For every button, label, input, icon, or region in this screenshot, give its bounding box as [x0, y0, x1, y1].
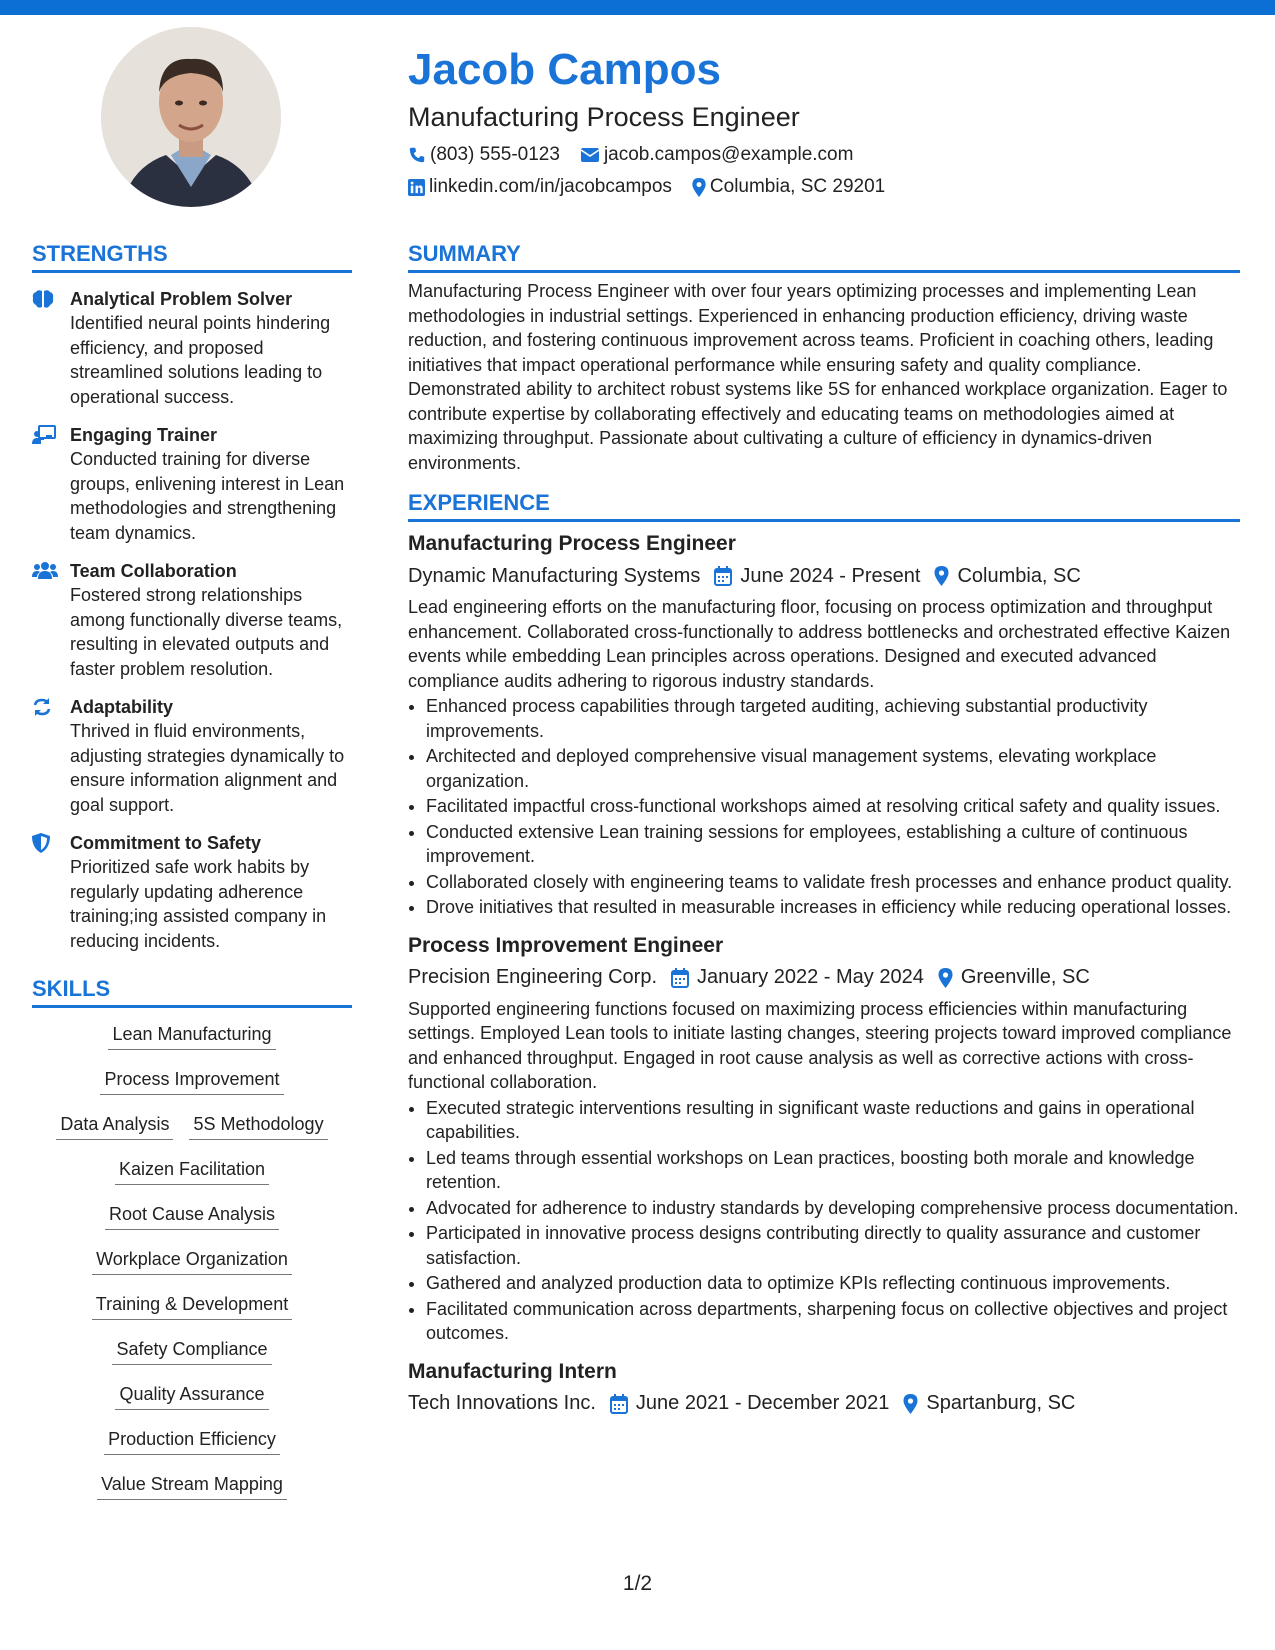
strength-title: Commitment to Safety [70, 833, 262, 853]
strength-item [32, 559, 352, 681]
skills-heading: SKILLS [32, 975, 352, 1008]
company-name: Tech Innovations Inc. [408, 1392, 596, 1414]
location-text: Columbia, SC 29201 [709, 176, 886, 197]
job-bullet: • Enhanced process capabilities through targeted auditing, achieving substantial productivity improvements. [426, 694, 1240, 743]
summary-heading: SUMMARY [408, 240, 1240, 273]
job-location: Greenville, SC [960, 966, 1090, 988]
strength-title: Analytical Problem Solver [70, 289, 293, 309]
skill-row [32, 1247, 352, 1292]
skill-tag: Safety Compliance [112, 1337, 271, 1365]
skill-row [32, 1112, 352, 1157]
map-pin-icon [938, 968, 953, 988]
strength-item [32, 423, 352, 545]
skill-tag: 5S Methodology [189, 1112, 327, 1140]
strength-item [32, 287, 352, 409]
skill-row [32, 1067, 352, 1112]
strength-item [32, 695, 352, 817]
skill-row [32, 1292, 352, 1337]
envelope-icon [580, 147, 600, 163]
strength-title: Team Collaboration [70, 561, 237, 581]
map-pin-icon [903, 1394, 918, 1414]
company-name: Dynamic Manufacturing Systems [408, 564, 701, 587]
skill-tag: Root Cause Analysis [105, 1202, 279, 1230]
strength-description: Thrived in fluid environments, adjusting strategies dynamically to ensure information alignment and goal support. [70, 721, 345, 815]
linkedin-text: linkedin.com/in/jacobcampos [429, 176, 672, 197]
job-bullet: • Gathered and analyzed production data to optimize KPIs reflecting continuous improvements. [426, 1271, 1240, 1296]
summary-text: Manufacturing Process Engineer with over four years optimizing processes and implementing Lean methodologies in industrial settings. Experienced in enhancing production efficiency, driving waste reduction, and fostering continuous improvement across teams. Proficient in coaching others, leading initiatives that impact operational performance while ensuring safety and quality compliance. Demonstrated ability to architect robust systems like 5S for enhanced workplace organization. Eager to contribute expertise by collaborating effectively and educating teams on methodologies aimed at maximizing throughput. Passionate about cultivating a culture of efficiency in dynamics-driven environments. [408, 281, 1228, 473]
job-dates: June 2021 - December 2021 [635, 1392, 890, 1414]
skill-tag: Kaizen Facilitation [115, 1157, 269, 1185]
right-column [408, 240, 1240, 1418]
job-bullet: • Participated in innovative process designs contributing directly to quality assurance and customer satisfaction. [426, 1221, 1240, 1270]
strength-description: Fostered strong relationships among functionally diverse teams, resulting in elevated outputs and faster problem resolution. [70, 585, 343, 679]
resume-header [408, 42, 1248, 200]
calendar-icon [671, 968, 689, 988]
skill-tag: Process Improvement [100, 1067, 283, 1095]
page-number: 1/2 [622, 1572, 653, 1595]
job-bullets [408, 694, 1240, 920]
job-location: Columbia, SC [957, 564, 1081, 587]
skill-row [32, 1472, 352, 1517]
skill-row [32, 1022, 352, 1067]
users-icon [32, 559, 70, 681]
map-pin-icon [934, 566, 949, 586]
left-column [32, 240, 352, 1517]
job-bullets [408, 1096, 1240, 1346]
email-contact[interactable] [580, 144, 854, 166]
shield-icon [32, 831, 70, 953]
strength-description: Conducted training for diverse groups, enlivening interest in Lean methodologies and strengthening team dynamics. [70, 449, 345, 543]
chalkboard-teacher-icon [32, 423, 70, 545]
skill-tag: Lean Manufacturing [108, 1022, 275, 1050]
company-name: Precision Engineering Corp. [408, 966, 658, 988]
skill-row [32, 1337, 352, 1382]
linkedin-contact[interactable] [408, 176, 672, 198]
candidate-name: Jacob Campos [408, 45, 721, 94]
skill-tag: Workplace Organization [92, 1247, 292, 1275]
strengths-list [32, 287, 352, 953]
phone-icon [408, 146, 426, 164]
phone-text: (803) 555-0123 [430, 144, 560, 165]
skill-tag: Production Efficiency [104, 1427, 280, 1455]
phone-contact[interactable] [408, 144, 560, 166]
contact-row-1 [408, 142, 1248, 168]
calendar-icon [610, 1394, 628, 1414]
job-bullet: • Conducted extensive Lean training sessions for employees, establishing a culture of continuous improvement. [426, 820, 1240, 869]
job-bullet: • Architected and deployed comprehensive visual management systems, elevating workplace organization. [426, 744, 1240, 793]
job-bullet: • Drove initiatives that resulted in measurable increases in efficiency while reducing operational losses. [426, 895, 1240, 920]
skills-list [32, 1022, 352, 1517]
strength-description: Identified neural points hindering efficiency, and proposed streamlined solutions leading to operational success. [70, 313, 331, 407]
job-bullet: • Facilitated communication across departments, sharpening focus on collective objectives and project outcomes. [426, 1297, 1240, 1346]
contact-row-2 [408, 174, 1248, 200]
strengths-heading: STRENGTHS [32, 240, 352, 273]
job-meta [408, 1390, 1240, 1418]
strength-title: Engaging Trainer [70, 425, 218, 445]
job-meta [408, 964, 1240, 992]
job-entry [408, 530, 1240, 920]
job-dates: January 2022 - May 2024 [697, 966, 924, 988]
strength-title: Adaptability [70, 697, 174, 717]
job-title: Manufacturing Process Engineer [408, 532, 736, 555]
brain-icon [32, 287, 70, 409]
job-entry [408, 932, 1240, 1346]
job-bullet: • Facilitated impactful cross-functional workshops aimed at resolving critical safety and quality issues. [426, 794, 1240, 819]
jobs-list [408, 530, 1240, 1418]
job-bullet: • Led teams through essential workshops on Lean practices, boosting both morale and knowledge retention. [426, 1146, 1240, 1195]
job-meta [408, 562, 1240, 590]
candidate-title: Manufacturing Process Engineer [408, 102, 800, 132]
sync-icon [32, 695, 70, 817]
strength-description: Prioritized safe work habits by regularly updating adherence training;ing assisted company in reducing incidents. [70, 857, 327, 951]
job-bullet: • Advocated for adherence to industry standards by developing comprehensive process documentation. [426, 1196, 1240, 1221]
job-dates: June 2024 - Present [740, 564, 921, 587]
skill-row [32, 1202, 352, 1247]
skill-row [32, 1382, 352, 1427]
linkedin-icon [408, 179, 425, 196]
job-title: Manufacturing Intern [408, 1359, 617, 1383]
job-entry [408, 1358, 1240, 1418]
top-accent-bar [0, 0, 1275, 15]
calendar-icon [714, 566, 732, 586]
skill-tag: Data Analysis [56, 1112, 173, 1140]
job-bullet: • Collaborated closely with engineering teams to validate fresh processes and enhance product quality. [426, 870, 1240, 895]
strength-item [32, 831, 352, 953]
location-contact [692, 176, 885, 198]
profile-photo [101, 27, 281, 207]
job-description: Lead engineering efforts on the manufacturing floor, focusing on process optimization and throughput enhancement. Collaborated cross-functionally to address bottlenecks and orchestrated effective Kaizen events while embedding Lean principles across operations. Designed and executed advanced compliance audits adhering to rigorous industry standards. [408, 597, 1231, 691]
map-pin-icon [692, 178, 706, 197]
job-description: Supported engineering functions focused on maximizing process efficiencies within manufacturing settings. Employed Lean tools to initiate lasting changes, steering projects toward improved compliance and enhanced throughput. Engaged in root cause analysis as well as corrective actions with cross-functional collaboration. [408, 998, 1232, 1092]
job-title: Process Improvement Engineer [408, 933, 724, 957]
skill-row [32, 1157, 352, 1202]
skill-tag: Training & Development [92, 1292, 292, 1320]
experience-heading: EXPERIENCE [408, 489, 1240, 522]
skill-tag: Quality Assurance [115, 1382, 268, 1410]
job-bullet: • Executed strategic interventions resulting in significant waste reductions and gains in operational capabilities. [426, 1096, 1240, 1145]
job-location: Spartanburg, SC [926, 1392, 1076, 1414]
email-text: jacob.campos@example.com [603, 144, 854, 165]
skill-row [32, 1427, 352, 1472]
skill-tag: Value Stream Mapping [97, 1472, 287, 1500]
